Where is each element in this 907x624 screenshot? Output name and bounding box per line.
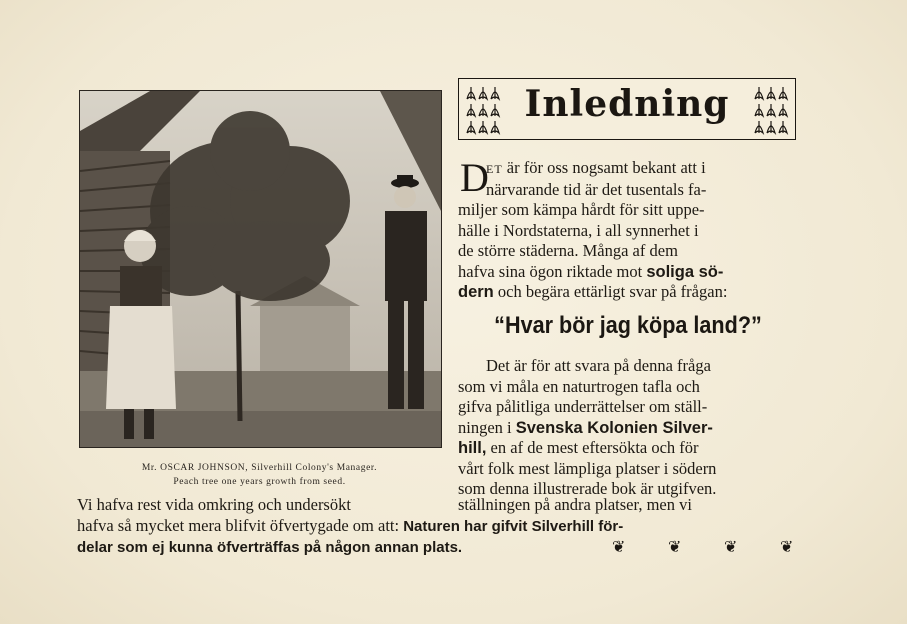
closing-text-right: ställningen på andra platser, men vi <box>458 495 692 514</box>
intro-line-2: närvarande tid är det tusentals fa- <box>486 179 707 199</box>
section-heading-box <box>458 78 796 140</box>
intro-line-1 <box>458 158 798 180</box>
para-text: en af de mest eftersökta och för <box>490 438 699 457</box>
para-line-6: vårt folk mest lämpliga platser i södern <box>458 458 717 478</box>
emphasis-text: delar som ej kunna öfverträffas på någon annan plats. <box>77 539 463 556</box>
drop-cap: D <box>460 155 489 200</box>
emphasis-text: hill, <box>458 439 487 457</box>
fleuron-icon: ❦ <box>668 537 682 556</box>
intro-line-3: miljer som kämpa hårdt för sitt uppe- <box>458 200 705 219</box>
para-line-2: som vi måla en naturtrogen tafla och <box>458 376 700 396</box>
para-text: ningen i <box>458 417 512 437</box>
emphasis-text: soliga sö- <box>646 262 724 281</box>
intro-text: är för oss nogsamt bekant att i <box>506 158 706 177</box>
right-leaf-ornament-icon <box>751 83 791 135</box>
closing-text-left: Vi hafva rest vida omkring och undersökt <box>77 495 351 514</box>
para-line-4 <box>458 418 798 439</box>
fleuron-icon: ❦ <box>612 537 626 556</box>
intro-line-4: hälle i Nordstaterna, i all synnerhet i <box>458 220 699 240</box>
fleuron-icon: ❦ <box>780 537 794 556</box>
para-line-1: Det är för att svara på denna fråga <box>486 356 711 375</box>
intro-line-5: de större städerna. Många af dem <box>458 241 678 260</box>
emphasis-text: Naturen har gifvit Silverhill för- <box>403 518 624 535</box>
second-paragraph <box>458 356 798 500</box>
para-line-3: gifva pålitliga underrättelser om ställ- <box>458 397 708 416</box>
para-line-7: som denna illustrerade bok är utgifven. <box>458 479 717 498</box>
intro-paragraph <box>458 155 798 303</box>
emphasis-text: Svenska Kolonien Silver- <box>515 418 713 437</box>
intro-text: hafva sina ögon riktade mot <box>458 261 643 281</box>
first-word-rest: ET <box>486 162 503 176</box>
left-leaf-ornament-icon <box>463 83 503 135</box>
closing-line-1 <box>77 495 799 516</box>
intro-line-6 <box>458 262 798 283</box>
question-heading: “Hvar bör jag köpa land?” <box>494 312 762 339</box>
para-line-5 <box>458 438 798 459</box>
closing-line-3 <box>77 537 799 559</box>
fleuron-icon: ❦ <box>724 537 738 556</box>
intro-line-7 <box>458 282 798 303</box>
photo-illustration <box>80 91 441 447</box>
photo-caption-line-1: Mr. OSCAR JOHNSON, Silverhill Colony's Manager. <box>141 463 378 473</box>
heading-title: Inledning <box>524 83 730 125</box>
closing-text: hafva så mycket mera blifvit öfvertygade om att: <box>77 516 400 535</box>
intro-text: och begära ettärligt svar på frågan: <box>497 282 728 301</box>
photograph-peach-tree <box>79 90 442 448</box>
emphasis-text: dern <box>458 283 494 301</box>
closing-line-2 <box>77 516 799 538</box>
photo-caption-line-2: Peach tree one years growth from seed. <box>173 477 346 487</box>
